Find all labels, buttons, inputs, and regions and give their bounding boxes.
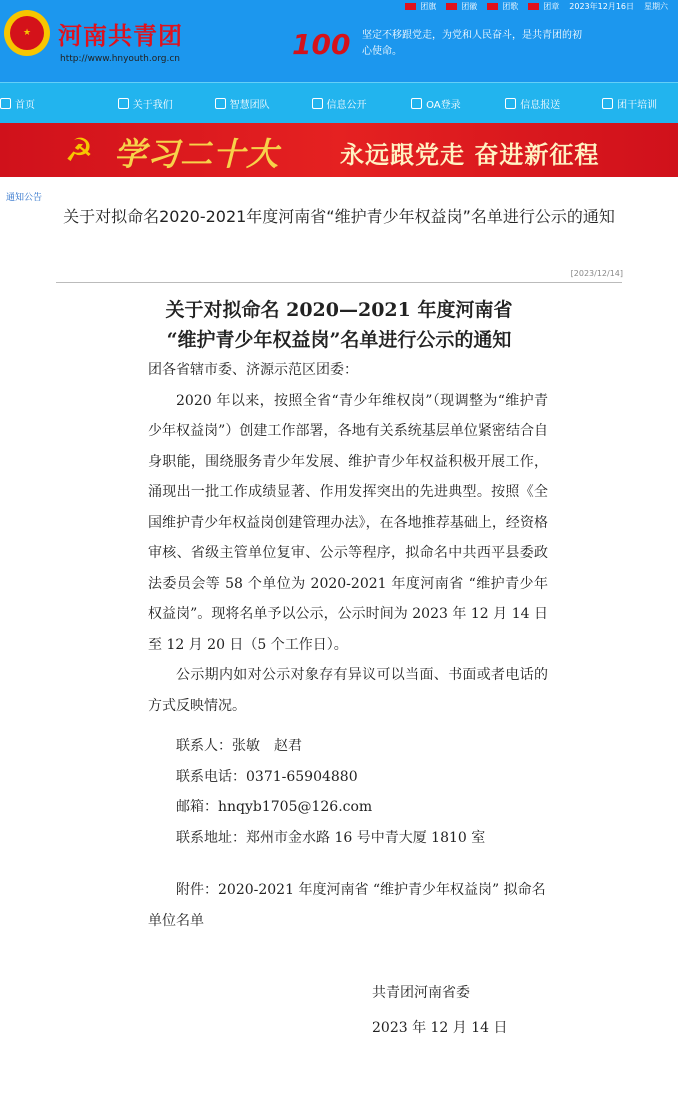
contact-address: 联系地址：郑州市金水路 16 号中青大厦 1810 室 — [176, 829, 486, 846]
music-icon — [487, 3, 498, 10]
user-icon — [118, 98, 129, 109]
nav-label: 团干培训 — [617, 99, 658, 111]
home-icon — [0, 98, 11, 109]
body-paragraph-1: 2020 年以来，按照全省“青少年维权岗”（现调整为“维护青少年权益岗”）创建工作部署，各地有关系统基层单位紧密结合自身职能，围绕服务青少年发展、维护青少年权益积极开展工作，涌现出一批工作成绩显著、作用发挥突出的先进典型。按照《全国维护青少年权益岗创建管理办法》，在各地推荐基础上，经资格审核、省级主管单位复审、公示等程序，拟命名中共西平县委政法委员会等 58 个单位为 2020-2021 年度河南省 “维护青少年权益岗”。现将名单予以公示，公示时间为 2023 年 12 月 14 日至 12 月 20 日（5 个工作日）。 — [148, 392, 548, 653]
banner-sub-text: 永远跟党走 奋进新征程 — [340, 141, 600, 169]
header-slogan: 坚定不移跟党走，为党和人民奋斗，是共青团的初心使命。 — [362, 30, 582, 57]
topbar-label: 团徽 — [461, 1, 478, 11]
topbar-item-charter[interactable] — [528, 0, 559, 12]
nav-label: OA登录 — [426, 99, 461, 111]
notice-document — [0, 295, 678, 1043]
nav-item-about[interactable] — [97, 96, 194, 111]
signature-date: 2023 年 12 月 14 日 — [372, 1019, 508, 1036]
topbar-item-song[interactable] — [487, 0, 518, 12]
contact-email: 邮箱：hnqyb1705@126.com — [176, 799, 373, 815]
contact-phone: 联系电话：0371-65904880 — [176, 768, 358, 785]
topbar-label: 团章 — [543, 1, 560, 11]
book-icon — [528, 3, 539, 10]
banner-main-text: 学习二十大 — [114, 135, 280, 173]
page-title: 关于对拟命名2020-2021年度河南省“维护青少年权益岗”名单进行公示的通知 — [63, 207, 615, 226]
topbar-item-flag[interactable] — [405, 0, 436, 12]
flag-icon — [405, 3, 416, 10]
breadcrumb[interactable]: 通知公告 — [6, 193, 43, 203]
attachment-note: 附件：2020-2021 年度河南省 “维护青少年权益岗” 拟命名单位名单 — [148, 882, 546, 929]
league-emblem-logo[interactable] — [4, 10, 50, 56]
nav-item-home[interactable] — [0, 96, 97, 111]
team-icon — [215, 98, 226, 109]
document-title-line2: “维护青少年权益岗”名单进行公示的通知 — [166, 329, 512, 351]
hammer-sickle-icon: ☭ — [64, 131, 94, 169]
document-title — [0, 295, 678, 355]
nav-item-cadre-training[interactable] — [581, 96, 678, 111]
site-title[interactable]: 河南共青团 — [58, 22, 183, 50]
monitor-icon — [411, 98, 422, 109]
topbar-weekday: 星期六 — [644, 1, 668, 11]
nav-label: 关于我们 — [132, 99, 173, 111]
publish-date: [2023/12/14] — [570, 269, 623, 278]
site-url[interactable]: http://www.hnyouth.org.cn — [60, 54, 181, 64]
topbar-label: 团旗 — [420, 1, 437, 11]
nav-item-info-public[interactable] — [291, 96, 388, 111]
salutation: 团各省辖市委、济源示范区团委： — [148, 362, 358, 378]
site-header — [0, 0, 678, 82]
topbar-date: 2023年12月16日 — [569, 1, 634, 11]
contact-person: 联系人：张敏 赵君 — [176, 738, 302, 754]
document-title-line1: 关于对拟命名 2020—2021 年度河南省 — [165, 299, 513, 321]
topbar — [405, 0, 678, 12]
topbar-label: 团歌 — [502, 1, 519, 11]
nav-item-oa-login[interactable] — [387, 96, 484, 111]
document-icon — [312, 98, 323, 109]
nav-label: 智慧团队 — [229, 99, 270, 111]
report-icon — [505, 98, 516, 109]
nav-label: 信息公开 — [326, 99, 367, 111]
body-paragraph-2: 公示期内如对公示对象存有异议可以当面、书面或者电话的方式反映情况。 — [148, 667, 548, 714]
centenary-logo: 100 — [292, 28, 351, 61]
nav-label: 信息报送 — [520, 99, 561, 111]
signature-org: 共青团河南省委 — [372, 985, 470, 1001]
theme-banner[interactable] — [0, 123, 678, 177]
training-icon — [602, 98, 613, 109]
main-nav — [0, 82, 678, 123]
emblem-icon — [446, 3, 457, 10]
emblem-inner: ★ — [10, 16, 44, 50]
divider — [56, 282, 622, 283]
nav-item-info-report[interactable] — [484, 96, 581, 111]
nav-item-smart-team[interactable] — [194, 96, 291, 111]
topbar-item-emblem[interactable] — [446, 0, 477, 12]
nav-label: 首页 — [15, 99, 35, 111]
